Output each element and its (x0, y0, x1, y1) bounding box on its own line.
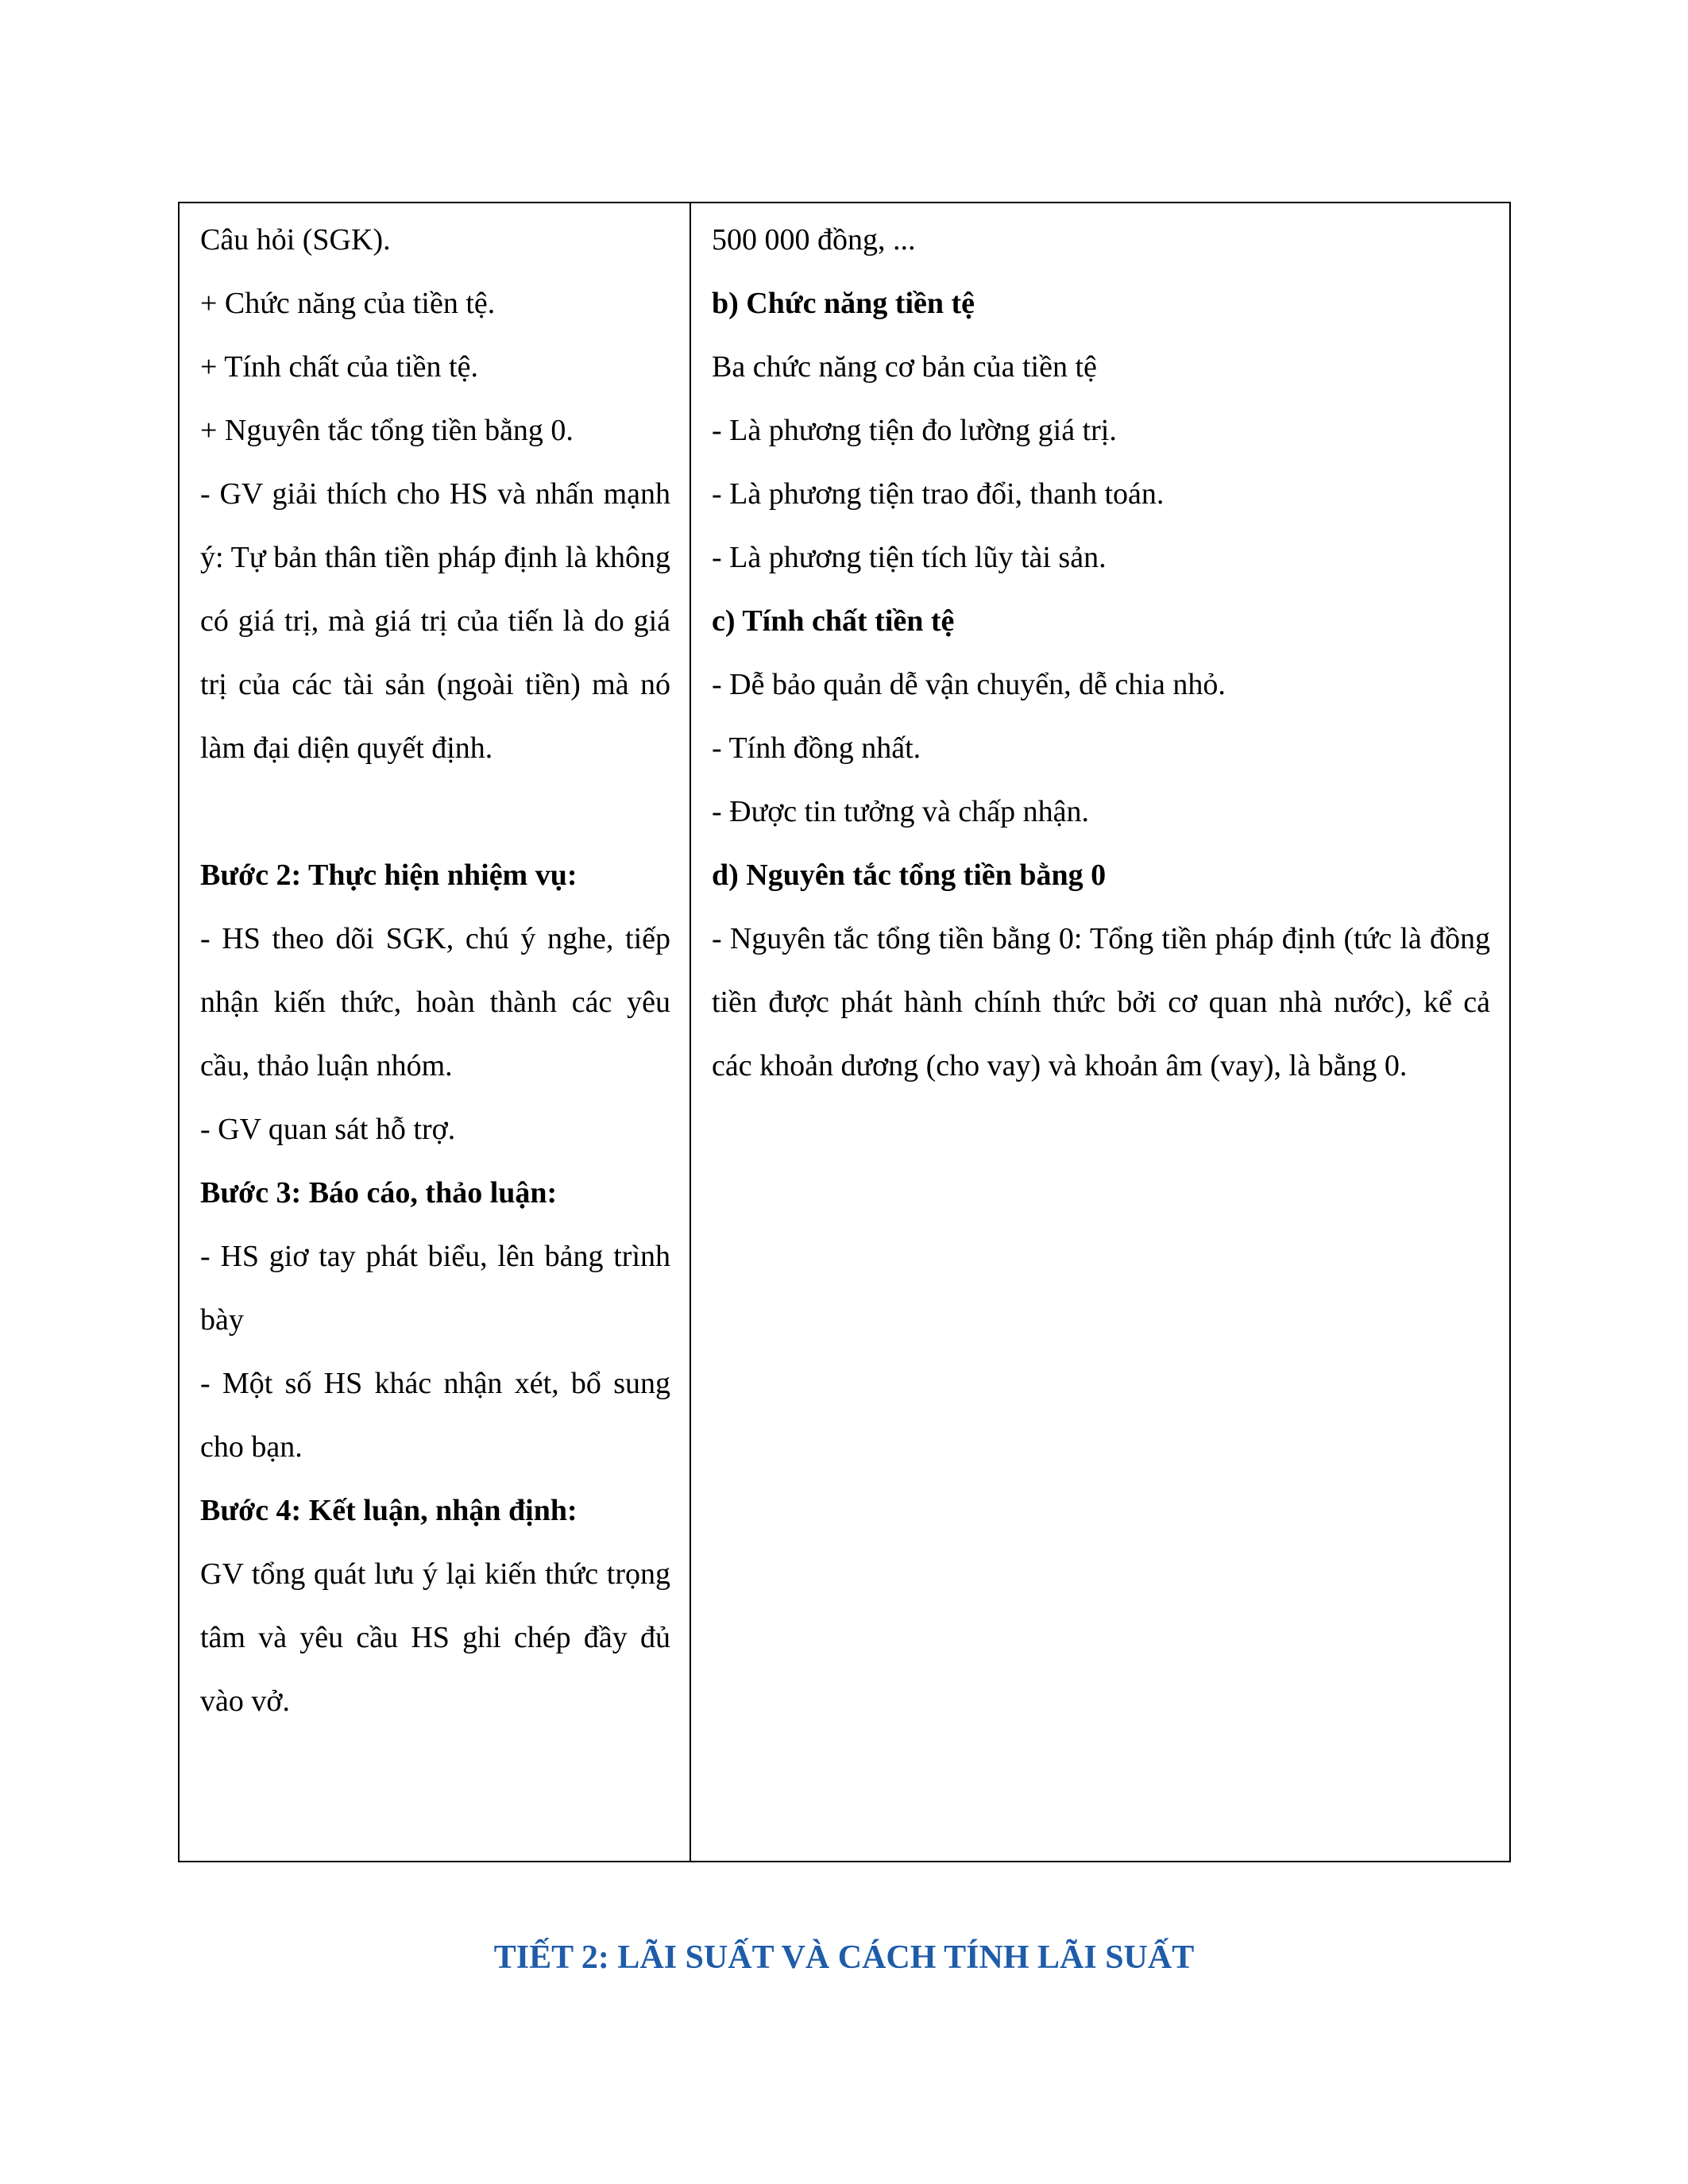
activity-paragraph: - GV quan sát hỗ trợ. (200, 1113, 456, 1146)
content-paragraph: - Được tin tưởng và chấp nhận. (712, 795, 1089, 828)
lesson-plan-table (178, 202, 1511, 1862)
activity-paragraph: GV tổng quát lưu ý lại kiến thức trọng tâm và yêu cầu HS ghi chép đầy đủ vào vở. (200, 1557, 670, 1718)
activity-paragraph: + Tính chất của tiền tệ. (200, 350, 478, 384)
section-d-heading: d) Nguyên tắc tổng tiền bằng 0 (712, 859, 1107, 892)
section-heading-tiet-2: TIẾT 2: LÃI SUẤT VÀ CÁCH TÍNH LÃI SUẤT (493, 1939, 1195, 1976)
content-paragraph: - Là phương tiện đo lường giá trị. (712, 414, 1117, 447)
activity-paragraph: Câu hỏi (SGK). (200, 223, 391, 257)
table-cell-lesson-content (691, 203, 1509, 1861)
content-paragraph: - Nguyên tắc tổng tiền bằng 0: Tổng tiền pháp định (tức là đồng tiền được phát hành chính thức bởi cơ quan nhà nước), kể cả các khoản dương (cho vay) và khoản âm (vay), là bằng 0. (712, 922, 1490, 1082)
activity-paragraph: - HS giơ tay phát biểu, lên bảng trình bày (200, 1240, 670, 1337)
blank-line (200, 780, 670, 843)
activity-paragraph: + Nguyên tắc tổng tiền bằng 0. (200, 414, 574, 447)
section-c-heading: c) Tính chất tiền tệ (712, 604, 955, 638)
table-cell-teacher-activities (180, 203, 691, 1861)
activity-paragraph: + Chức năng của tiền tệ. (200, 287, 496, 320)
content-paragraph: - Là phương tiện tích lũy tài sản. (712, 541, 1107, 574)
activity-paragraph: - HS theo dõi SGK, chú ý nghe, tiếp nhận kiến thức, hoàn thành các yêu cầu, thảo luận nhóm. (200, 922, 670, 1082)
content-paragraph: - Dễ bảo quản dễ vận chuyển, dễ chia nhỏ. (712, 668, 1226, 701)
activity-paragraph: - Một số HS khác nhận xét, bổ sung cho bạn. (200, 1367, 670, 1464)
content-paragraph: - Tính đồng nhất. (712, 731, 921, 765)
content-paragraph: 500 000 đồng, ... (712, 223, 916, 257)
content-paragraph: - Là phương tiện trao đổi, thanh toán. (712, 477, 1165, 511)
content-paragraph: Ba chức năng cơ bản của tiền tệ (712, 350, 1097, 384)
step-3-heading: Bước 3: Báo cáo, thảo luận: (200, 1176, 558, 1210)
section-b-heading: b) Chức năng tiền tệ (712, 287, 975, 320)
activity-paragraph: - GV giải thích cho HS và nhấn mạnh ý: Tự bản thân tiền pháp định là không có giá trị, mà giá trị của tiến là do giá trị của các tài sản (ngoài tiền) mà nó làm đại diện quyết định. (200, 477, 670, 765)
step-4-heading: Bước 4: Kết luận, nhận định: (200, 1494, 577, 1527)
step-2-heading: Bước 2: Thực hiện nhiệm vụ: (200, 859, 577, 892)
